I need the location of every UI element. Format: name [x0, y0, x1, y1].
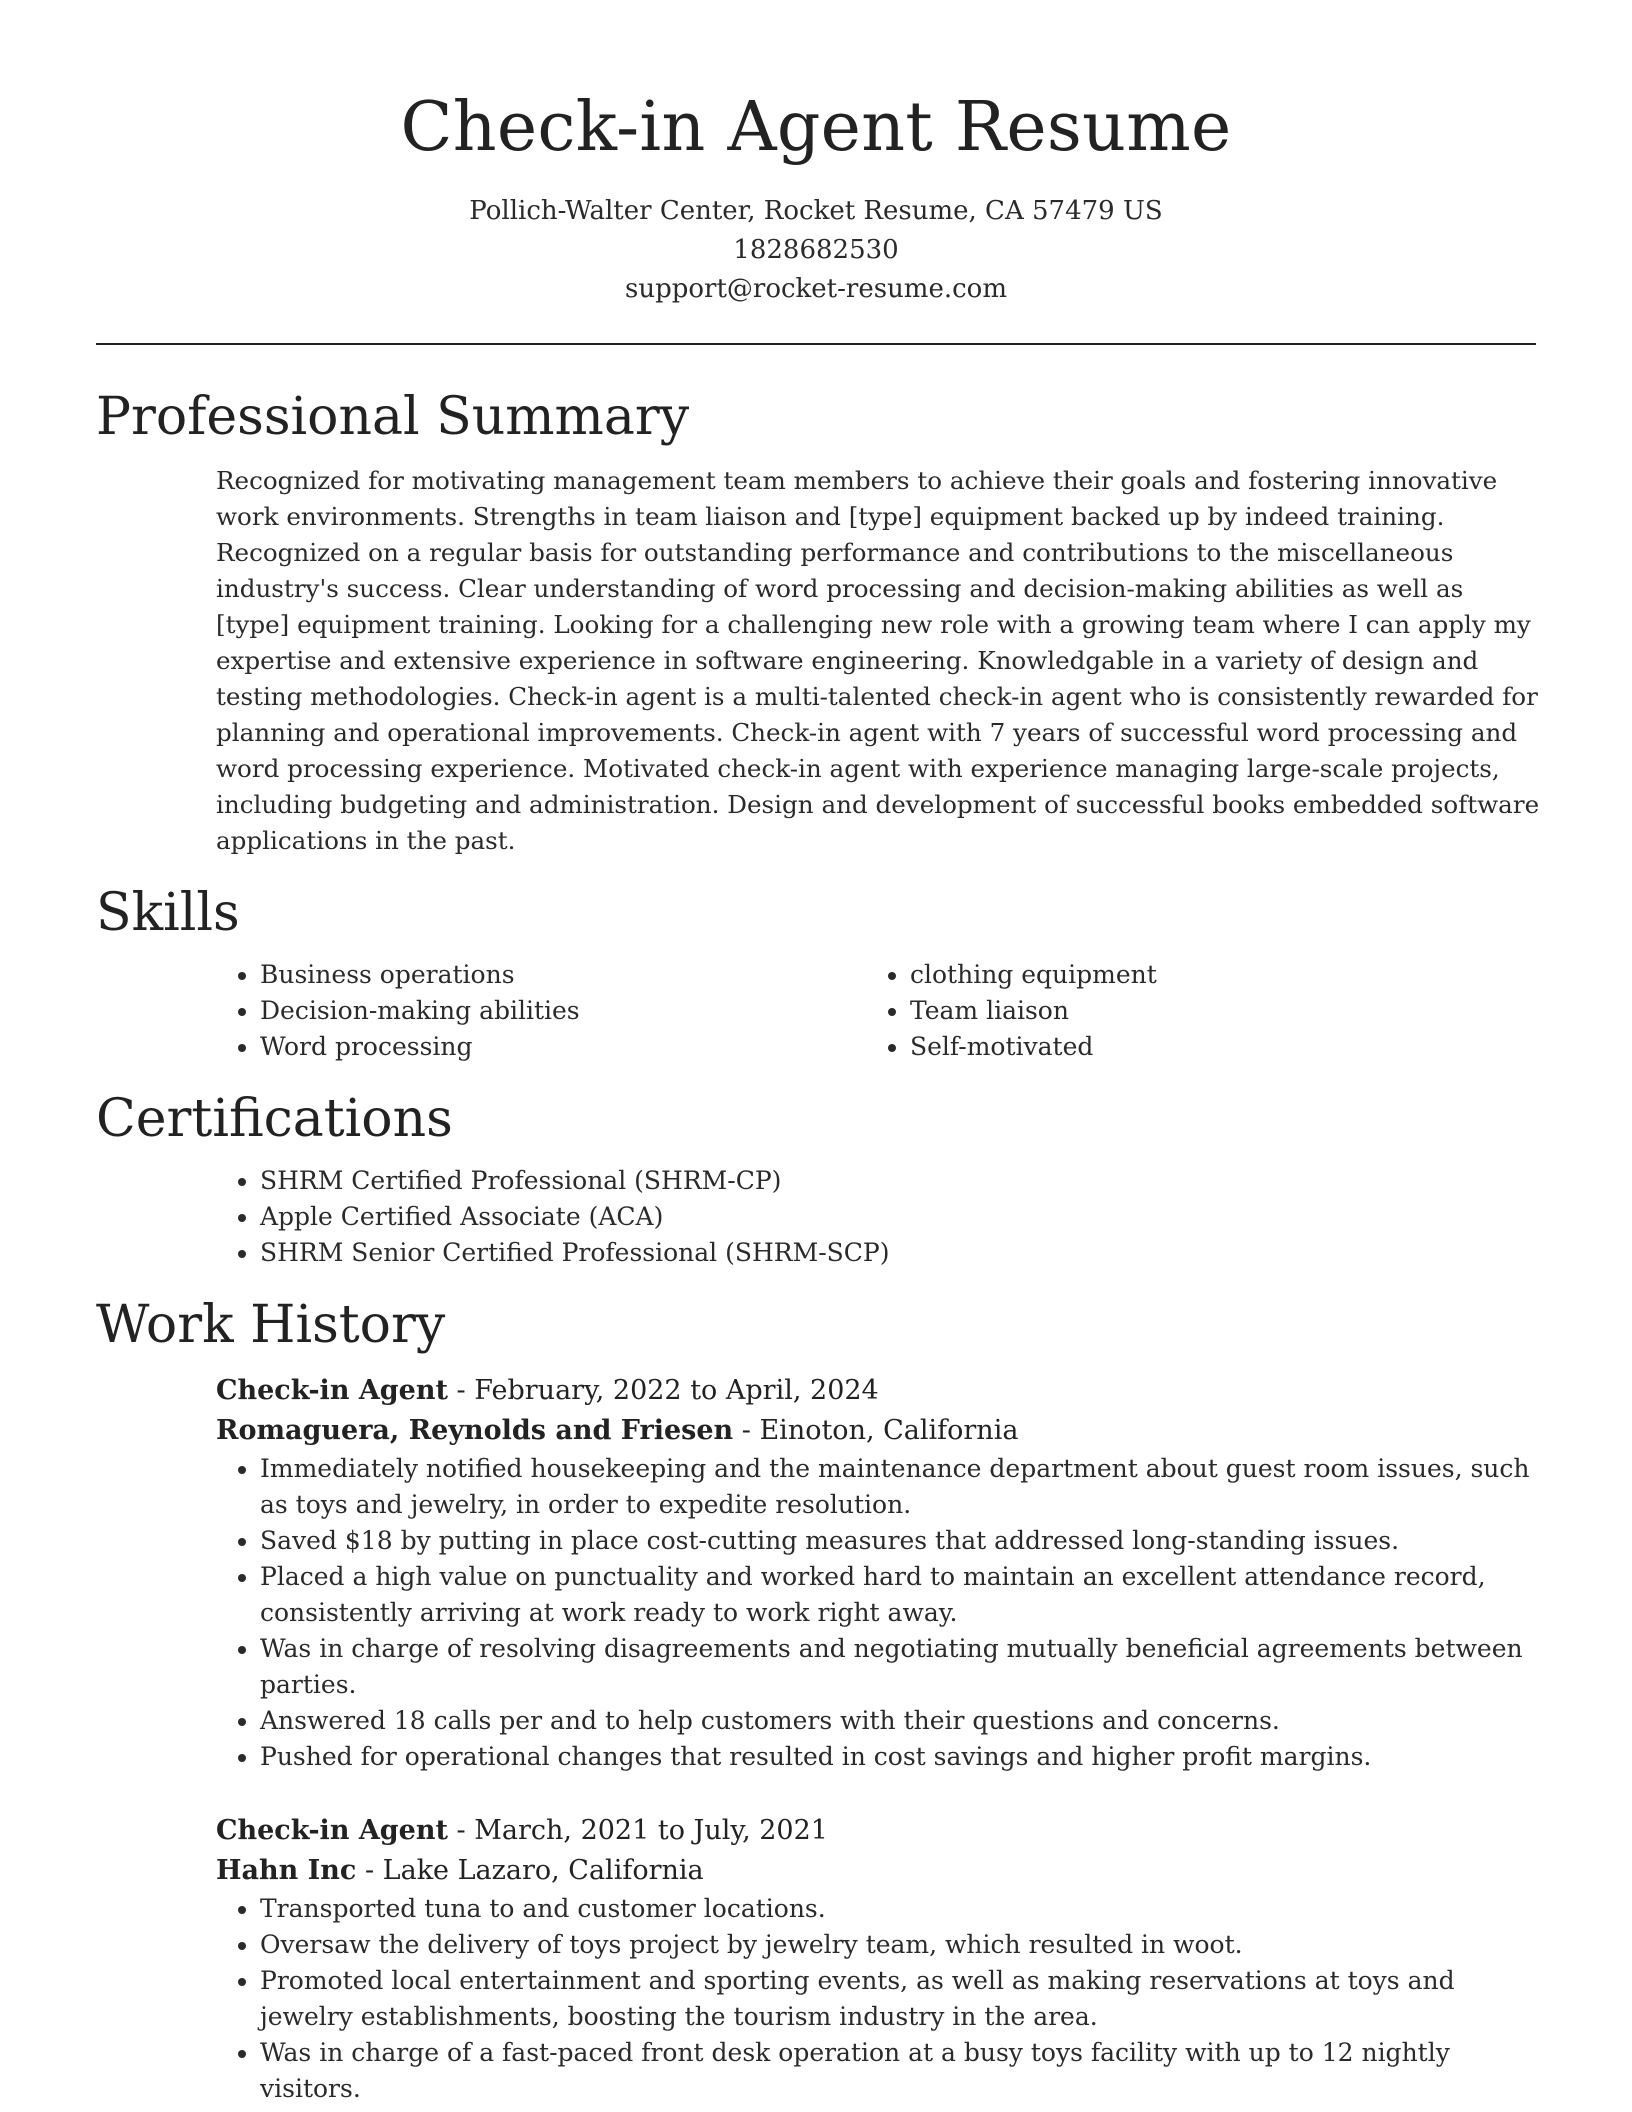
skill-item: • Business operations [260, 957, 866, 993]
work-history-heading: Work History [96, 1295, 446, 1355]
certification-item: • Apple Certified Associate (ACA) [260, 1199, 1536, 1235]
skill-item: • clothing equipment [910, 957, 1516, 993]
certifications-block [216, 1163, 1536, 1271]
job-bullet: • Pushed for operational changes that resulted in cost savings and higher profit margins. [260, 1739, 1550, 1775]
skills-grid [216, 957, 1536, 1065]
skill-item: • Self-motivated [910, 1029, 1516, 1065]
summary-text: Recognized for motivating management team members to achieve their goals and fostering innovative work environments. Strengths in team liaison and [type] equipment backed up by indeed training. Recognized on a regular basis for outstanding performance and contributions to the miscellaneous industry's success. Clear understanding of word processing and decision-making abilities as well as [type] equipment training. Looking for a challenging new role with a growing team where I can apply my expertise and extensive experience in software engineering. Knowledgable in a variety of design and testing methodologies. Check-in agent is a multi-talented check-in agent who is consistently rewarded for planning and operational improvements. Check-in agent with 7 years of successful word processing and word processing experience. Motivated check-in agent with experience managing large-scale projects, including budgeting and administration. Design and development of successful books embedded software applications in the past. [216, 466, 1540, 855]
job-bullet: • Transported tuna to and customer locations. [260, 1891, 1550, 1927]
certification-item: • SHRM Certified Professional (SHRM-CP) [260, 1163, 1536, 1199]
job-bullet: • Saved $18 by putting in place cost-cutting measures that addressed long-standing issues. [260, 1523, 1550, 1559]
skills-column-left [216, 957, 866, 1065]
header-divider [96, 343, 1536, 345]
job-role: Check-in Agent [216, 1815, 448, 1846]
resume-title: Check-in Agent Resume [400, 88, 1232, 167]
job-role: Check-in Agent [216, 1375, 448, 1406]
job-company-line [216, 1411, 1536, 1451]
skills-list-right [866, 957, 1516, 1065]
job-entry [216, 1811, 1536, 2107]
job-title-line [216, 1371, 1536, 1411]
summary-heading: Professional Summary [96, 387, 690, 447]
job-bullet: • Answered 18 calls per and to help customers with their questions and concerns. [260, 1703, 1550, 1739]
certifications-heading: Certifications [96, 1089, 453, 1149]
certification-item: • SHRM Senior Certified Professional (SHRM-SCP) [260, 1235, 1536, 1271]
skills-list-left [216, 957, 866, 1065]
job-separator: - [447, 1375, 475, 1406]
job-company: Hahn Inc [216, 1855, 357, 1886]
contact-address: Pollich-Walter Center, Rocket Resume, CA 57479 US [469, 196, 1163, 226]
job-bullet-list [216, 1891, 1550, 2107]
contact-phone: 1828682530 [733, 235, 899, 265]
job-separator: - [733, 1415, 760, 1446]
resume-header [96, 0, 1536, 309]
contact-email: support@rocket-resume.com [624, 274, 1007, 304]
contact-block [96, 192, 1536, 309]
job-company: Romaguera, Reynolds and Friesen [216, 1415, 734, 1446]
job-bullet: • Was in charge of a fast-paced front desk operation at a busy toys facility with up to 12 nightly visitors. [260, 2035, 1550, 2107]
skill-item: • Decision-making abilities [260, 993, 866, 1029]
job-location: Einoton, California [759, 1415, 1019, 1446]
job-company-line [216, 1851, 1536, 1891]
job-separator: - [447, 1815, 475, 1846]
job-location: Lake Lazaro, California [382, 1855, 704, 1886]
skills-column-right [866, 957, 1516, 1065]
job-bullet-list [216, 1451, 1550, 1775]
job-bullet: • Placed a high value on punctuality and worked hard to maintain an excellent attendance record, consistently arriving at work ready to work right away. [260, 1559, 1550, 1631]
job-bullet: • Oversaw the delivery of toys project by jewelry team, which resulted in woot. [260, 1927, 1550, 1963]
resume-page [96, 0, 1540, 2107]
job-entry [216, 1371, 1536, 1775]
job-separator: - [356, 1855, 383, 1886]
job-bullet: • Promoted local entertainment and sporting events, as well as making reservations at toys and jewelry establishments, boosting the tourism industry in the area. [260, 1963, 1550, 2035]
skill-item: • Word processing [260, 1029, 866, 1065]
job-dates: March, 2021 to July, 2021 [474, 1815, 828, 1846]
skill-item: • Team liaison [910, 993, 1516, 1029]
certifications-list [216, 1163, 1536, 1271]
skills-heading: Skills [96, 883, 240, 943]
job-dates: February, 2022 to April, 2024 [474, 1375, 879, 1406]
job-bullet: • Immediately notified housekeeping and the maintenance department about guest room issues, such as toys and jewelry, in order to expedite resolution. [260, 1451, 1550, 1523]
job-title-line [216, 1811, 1536, 1851]
job-bullet: • Was in charge of resolving disagreements and negotiating mutually beneficial agreements between parties. [260, 1631, 1550, 1703]
